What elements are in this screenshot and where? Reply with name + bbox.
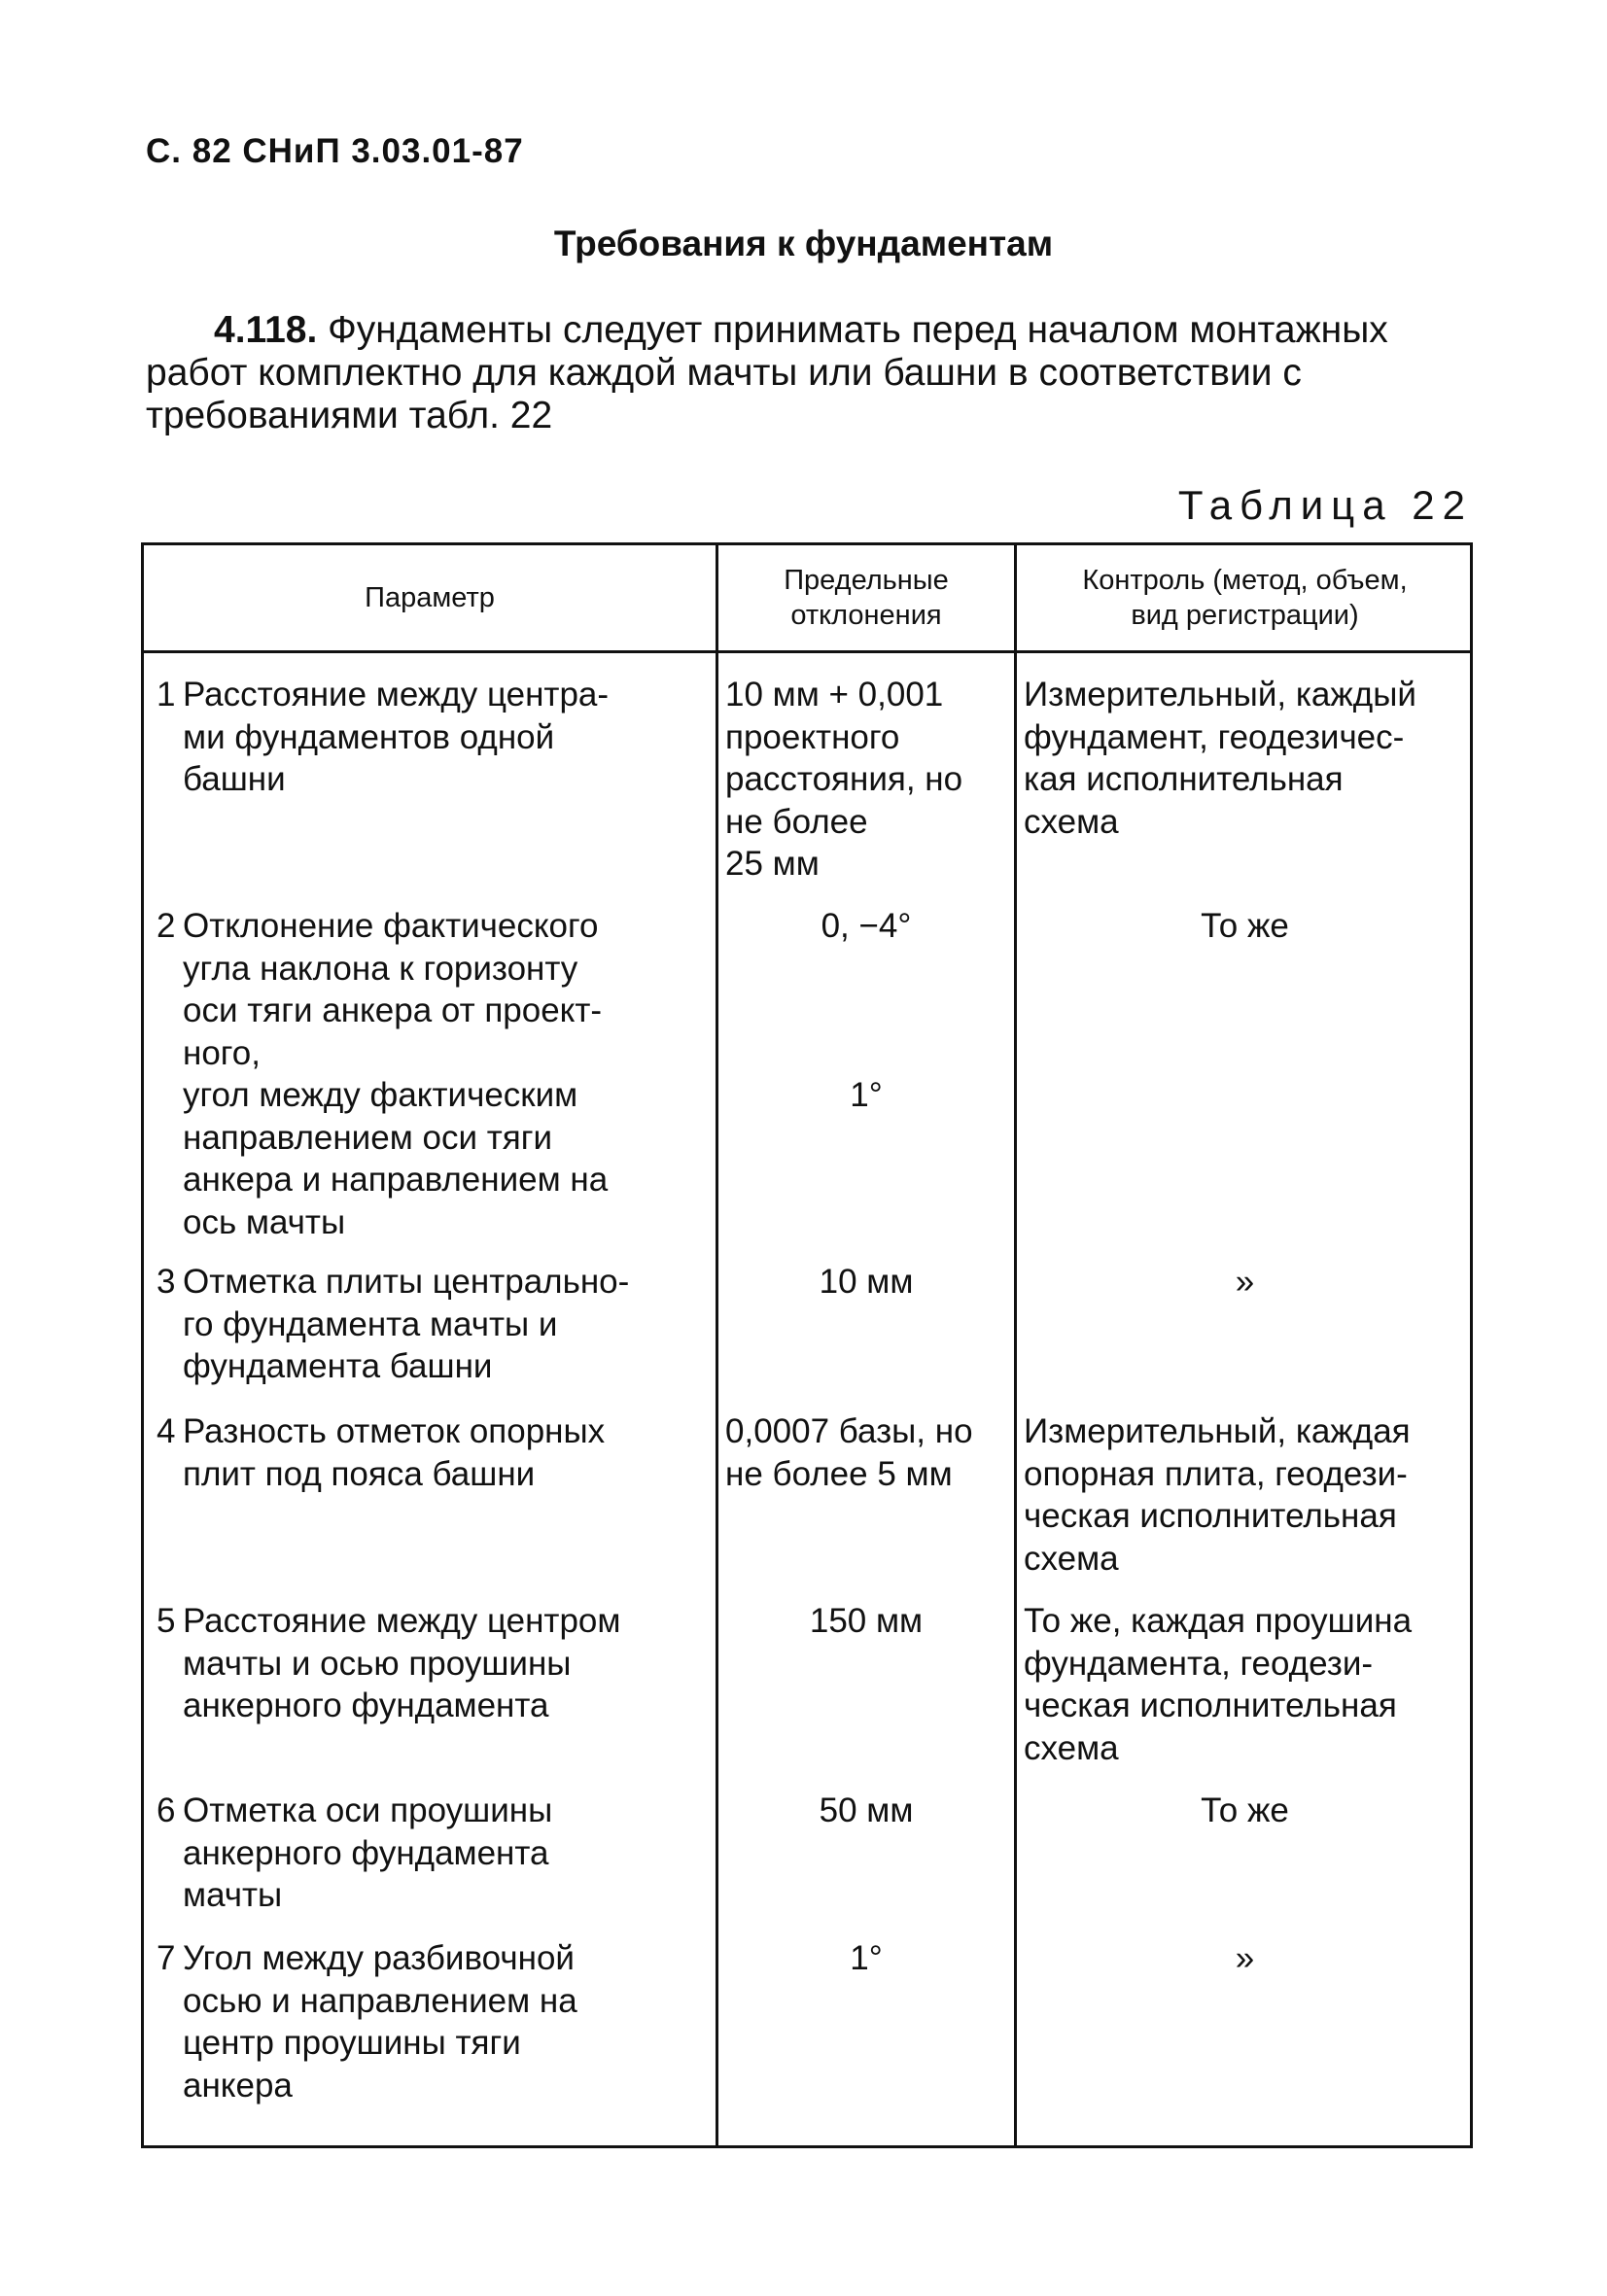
row-number: 3 [157,1263,176,1301]
row-deviation: 150 мм [809,1602,924,1640]
row-number: 5 [157,1602,176,1640]
row-deviation: 0, −4° [821,907,912,945]
row-control: То же [1201,1792,1289,1829]
row-number: 4 [157,1412,176,1450]
clause-number: 4.118. [214,309,318,351]
row-number: 6 [157,1792,176,1829]
row-parameter: Отклонение фактического угла наклона к горизонту оси тяги анкера от проект- ного, угол между фактическим направлением оси тяги анкера и направлением на ось мачты [183,907,609,1241]
row-deviation: 10 мм + 0,001 проектного расстояния, но не более 25 мм [725,676,963,883]
column-divider [716,545,718,2145]
header-control: Контроль (метод, объем, вид регистрации) [1082,565,1408,631]
row-parameter: Отметка оси проушины анкерного фундамента мачты [183,1792,553,1914]
row-deviation: 50 мм [819,1792,914,1829]
table-caption: Таблица 22 [1177,482,1473,528]
row-number: 1 [157,676,176,713]
row-control: То же, каждая проушина фундамента, геодези- ческая исполнительная схема [1024,1602,1413,1767]
row-parameter: Угол между разбивочной осью и направлением на центр проушины тяги анкера [183,1939,577,2105]
row-parameter: Расстояние между центром мачты и осью проушины анкерного фундамента [183,1602,621,1724]
row-control: То же [1201,907,1289,945]
running-head: С. 82 СНиП 3.03.01-87 [146,132,524,170]
row-number: 7 [157,1939,176,1977]
row-control: » [1235,1263,1255,1301]
column-divider [1014,545,1017,2145]
row-parameter: Расстояние между центра- ми фундаментов одной башни [183,676,610,798]
header-divider [144,650,1470,653]
header-deviation: Предельные отклонения [784,565,949,631]
clause-paragraph [146,309,1478,437]
row-deviation-secondary: 1° [850,1076,883,1114]
requirements-table [141,542,1473,2148]
row-parameter: Отметка плиты центрально- го фундамента мачты и фундамента башни [183,1263,630,1385]
section-title: Требования к фундаментам [553,224,1054,263]
row-control: Измерительный, каждый фундамент, геодезичес- кая исполнительная схема [1024,676,1416,841]
row-deviation: 0,0007 базы, но не более 5 мм [725,1412,973,1493]
row-control: Измерительный, каждая опорная плита, геодези- ческая исполнительная схема [1024,1412,1411,1578]
row-number: 2 [157,907,176,945]
row-control: » [1235,1939,1255,1977]
row-parameter: Разность отметок опорных плит под пояса башни [183,1412,606,1493]
clause-text: Фундаменты следует принимать перед началом монтажных работ комплектно для каждой мачты или башни в соответствии с требованиями табл. 22 [146,309,1388,436]
row-deviation: 10 мм [819,1263,914,1301]
row-deviation: 1° [850,1939,883,1977]
header-parameter: Параметр [365,582,495,613]
